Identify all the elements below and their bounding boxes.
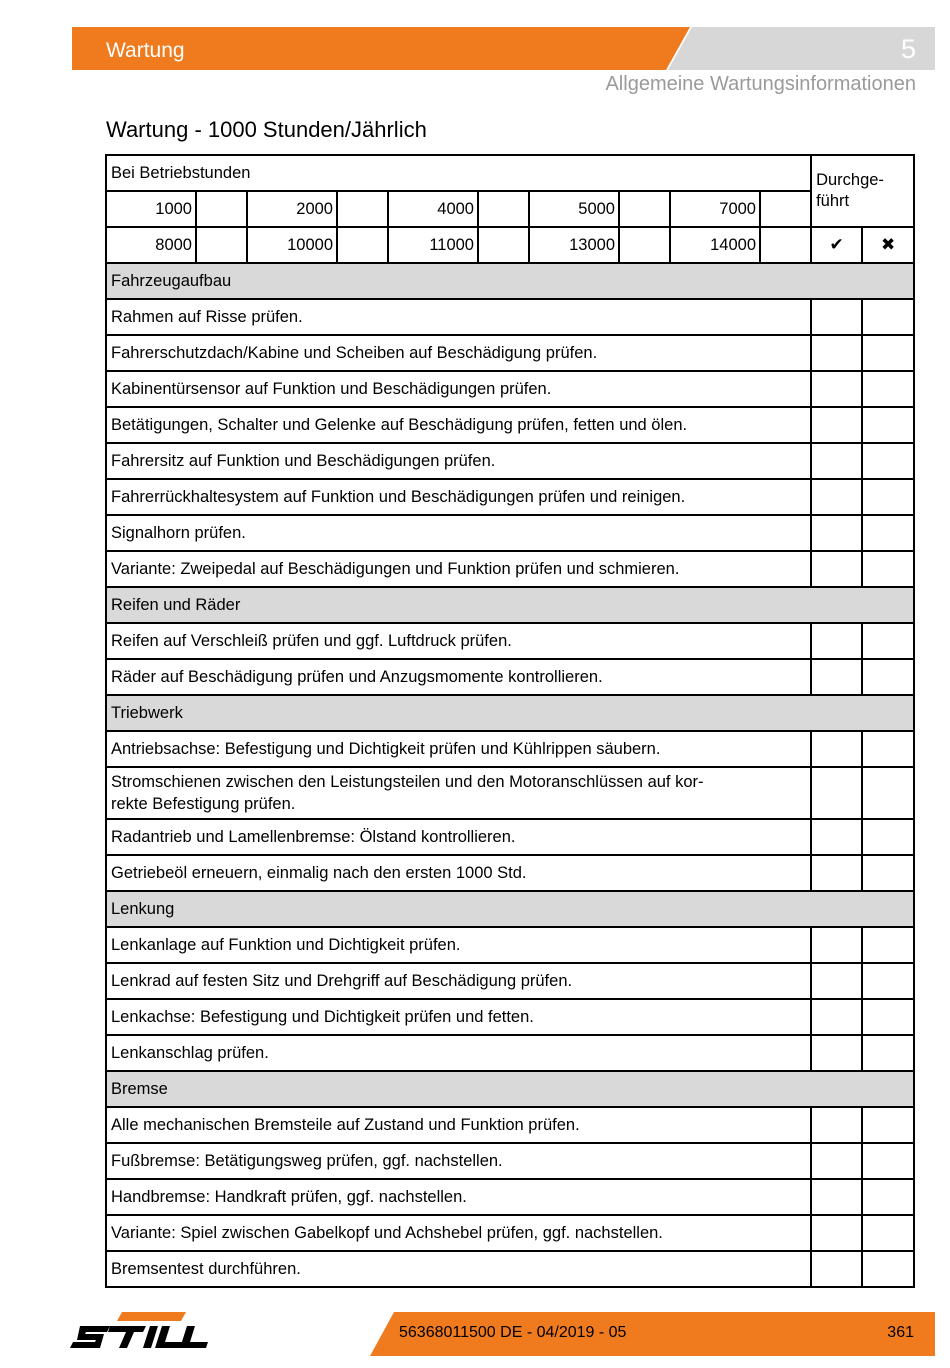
done-checkbox[interactable] (811, 479, 862, 515)
still-logo (70, 1312, 230, 1361)
hours-value: 1000 (106, 191, 196, 227)
page-number: 361 (887, 1324, 914, 1341)
done-checkbox[interactable] (811, 855, 862, 891)
not-done-checkbox[interactable] (862, 999, 914, 1035)
variant-label: Variante (111, 1224, 172, 1242)
done-checkbox[interactable] (811, 335, 862, 371)
task-text (106, 819, 811, 855)
task-description: Fahrerrückhaltesystem auf Funktion und Beschädigungen prüfen und reinigen. (111, 488, 686, 506)
hours-check-cell[interactable] (478, 191, 529, 227)
done-checkbox[interactable] (811, 299, 862, 335)
task-description: : Zweipedal auf Beschädigungen und Funktion prüfen und schmieren. (171, 560, 680, 578)
not-done-checkbox[interactable] (862, 299, 914, 335)
variant-label: Variante (111, 560, 172, 578)
task-text (106, 1215, 811, 1251)
done-checkbox[interactable] (811, 1107, 862, 1143)
maintenance-table (105, 154, 915, 1288)
task-text (106, 407, 811, 443)
done-checkbox[interactable] (811, 963, 862, 999)
not-done-checkbox[interactable] (862, 1179, 914, 1215)
done-checkbox[interactable] (811, 767, 862, 819)
not-done-checkbox[interactable] (862, 1107, 914, 1143)
task-description: Lenkanschlag prüfen. (111, 1044, 269, 1062)
done-checkbox[interactable] (811, 623, 862, 659)
task-description: Bremsentest durchführen. (111, 1260, 301, 1278)
task-description: Rahmen auf Risse prüfen. (111, 308, 303, 326)
not-done-checkbox[interactable] (862, 1215, 914, 1251)
not-done-checkbox[interactable] (862, 659, 914, 695)
task-description: Signalhorn prüfen. (111, 524, 246, 542)
task-text (106, 443, 811, 479)
not-done-x-icon: ✖ (862, 227, 914, 263)
done-checkbox[interactable] (811, 515, 862, 551)
task-description: Lenkachse: Befestigung und Dichtigkeit prüfen und fetten. (111, 1008, 534, 1026)
section-header: Reifen und Räder (106, 587, 914, 623)
not-done-checkbox[interactable] (862, 963, 914, 999)
not-done-checkbox[interactable] (862, 515, 914, 551)
done-checkbox[interactable] (811, 443, 862, 479)
done-header (811, 155, 914, 227)
not-done-checkbox[interactable] (862, 767, 914, 819)
done-checkbox[interactable] (811, 659, 862, 695)
done-checkbox[interactable] (811, 999, 862, 1035)
done-check-icon: ✔ (811, 227, 862, 263)
done-checkbox[interactable] (811, 1215, 862, 1251)
task-description: Antriebsachse: Befestigung und Dichtigkeit prüfen und Kühlrippen säubern. (111, 740, 661, 758)
task-description: Fahrersitz auf Funktion und Beschädigungen prüfen. (111, 452, 496, 470)
done-checkbox[interactable] (811, 927, 862, 963)
task-text (106, 927, 811, 963)
section-header: Bremse (106, 1071, 914, 1107)
hours-value: 13000 (529, 227, 619, 263)
task-description: Kabinentürsensor auf Funktion und Beschädigungen prüfen. (111, 380, 552, 398)
task-description: Radantrieb und Lamellenbremse: Ölstand kontrollieren. (111, 828, 516, 846)
not-done-checkbox[interactable] (862, 1035, 914, 1071)
hours-check-cell[interactable] (196, 191, 247, 227)
task-description: Fahrerschutzdach/Kabine und Scheiben auf Beschädigung prüfen. (111, 344, 598, 362)
done-checkbox[interactable] (811, 1179, 862, 1215)
task-text (106, 767, 811, 819)
document-number: 56368011500 DE - 04/2019 - 05 (399, 1324, 627, 1341)
task-description: Getriebeöl erneuern, einmalig nach den ersten 1000 Std. (111, 864, 527, 882)
task-text (106, 1143, 811, 1179)
hours-value: 11000 (388, 227, 478, 263)
task-description: Lenkrad auf festen Sitz und Drehgriff auf Beschädigung prüfen. (111, 972, 573, 990)
hours-value: 7000 (670, 191, 760, 227)
section-title: Wartung (106, 39, 185, 62)
section-header: Triebwerk (106, 695, 914, 731)
hours-check-cell[interactable] (337, 191, 388, 227)
task-description: : Spiel zwischen Gabelkopf und Achshebel prüfen, ggf. nachstellen. (171, 1224, 663, 1242)
page-subtitle: Allgemeine Wartungsinformationen (605, 73, 916, 95)
hours-value: 4000 (388, 191, 478, 227)
task-description: Stromschienen zwischen den Leistungsteilen und den Motoranschlüssen auf kor- rekte Befestigung prüfen. (111, 773, 704, 813)
page-title: Wartung - 1000 Stunden/Jährlich (106, 117, 427, 142)
hours-value: 14000 (670, 227, 760, 263)
task-text (106, 1107, 811, 1143)
hours-check-cell[interactable] (196, 227, 247, 263)
hours-check-cell[interactable] (619, 191, 670, 227)
task-description: Betätigungen, Schalter und Gelenke auf Beschädigung prüfen, fetten und ölen. (111, 416, 688, 434)
task-description: Reifen auf Verschleiß prüfen und ggf. Luftdruck prüfen. (111, 632, 512, 650)
hours-check-cell[interactable] (478, 227, 529, 263)
task-description: Räder auf Beschädigung prüfen und Anzugsmomente kontrollieren. (111, 668, 603, 686)
task-text (106, 335, 811, 371)
not-done-checkbox[interactable] (862, 335, 914, 371)
not-done-checkbox[interactable] (862, 819, 914, 855)
task-text (106, 855, 811, 891)
done-checkbox[interactable] (811, 819, 862, 855)
done-checkbox[interactable] (811, 1251, 862, 1287)
done-checkbox[interactable] (811, 371, 862, 407)
done-header-label: Durchge- führt (816, 171, 884, 210)
not-done-checkbox[interactable] (862, 855, 914, 891)
done-checkbox[interactable] (811, 551, 862, 587)
header-grey-band (668, 27, 935, 70)
hours-check-cell[interactable] (760, 227, 811, 263)
not-done-checkbox[interactable] (862, 371, 914, 407)
task-text (106, 963, 811, 999)
done-checkbox[interactable] (811, 731, 862, 767)
not-done-checkbox[interactable] (862, 551, 914, 587)
section-header: Fahrzeugaufbau (106, 263, 914, 299)
task-text (106, 515, 811, 551)
hours-label: Bei Betriebstunden (106, 155, 811, 191)
hours-value: 5000 (529, 191, 619, 227)
hours-value: 2000 (247, 191, 337, 227)
not-done-checkbox[interactable] (862, 479, 914, 515)
not-done-checkbox[interactable] (862, 623, 914, 659)
hours-value: 8000 (106, 227, 196, 263)
hours-check-cell[interactable] (760, 191, 811, 227)
section-header: Lenkung (106, 891, 914, 927)
task-text (106, 551, 811, 587)
not-done-checkbox[interactable] (862, 1251, 914, 1287)
task-text (106, 1251, 811, 1287)
done-checkbox[interactable] (811, 1035, 862, 1071)
task-text (106, 1179, 811, 1215)
task-text (106, 371, 811, 407)
still-logo-graphic (70, 1312, 230, 1356)
task-description: Alle mechanischen Bremsteile auf Zustand und Funktion prüfen. (111, 1116, 580, 1134)
task-description: Lenkanlage auf Funktion und Dichtigkeit prüfen. (111, 936, 461, 954)
task-description: Fußbremse: Betätigungsweg prüfen, ggf. nachstellen. (111, 1152, 503, 1170)
task-text (106, 1035, 811, 1071)
task-text (106, 479, 811, 515)
hours-check-cell[interactable] (337, 227, 388, 263)
not-done-checkbox[interactable] (862, 407, 914, 443)
task-text (106, 659, 811, 695)
done-checkbox[interactable] (811, 1143, 862, 1179)
not-done-checkbox[interactable] (862, 927, 914, 963)
not-done-checkbox[interactable] (862, 731, 914, 767)
not-done-checkbox[interactable] (862, 1143, 914, 1179)
task-description: Handbremse: Handkraft prüfen, ggf. nachstellen. (111, 1188, 467, 1206)
chapter-number: 5 (900, 34, 916, 64)
task-text (106, 731, 811, 767)
hours-check-cell[interactable] (619, 227, 670, 263)
task-text (106, 623, 811, 659)
task-text (106, 999, 811, 1035)
task-text (106, 299, 811, 335)
done-checkbox[interactable] (811, 407, 862, 443)
hours-value: 10000 (247, 227, 337, 263)
not-done-checkbox[interactable] (862, 443, 914, 479)
